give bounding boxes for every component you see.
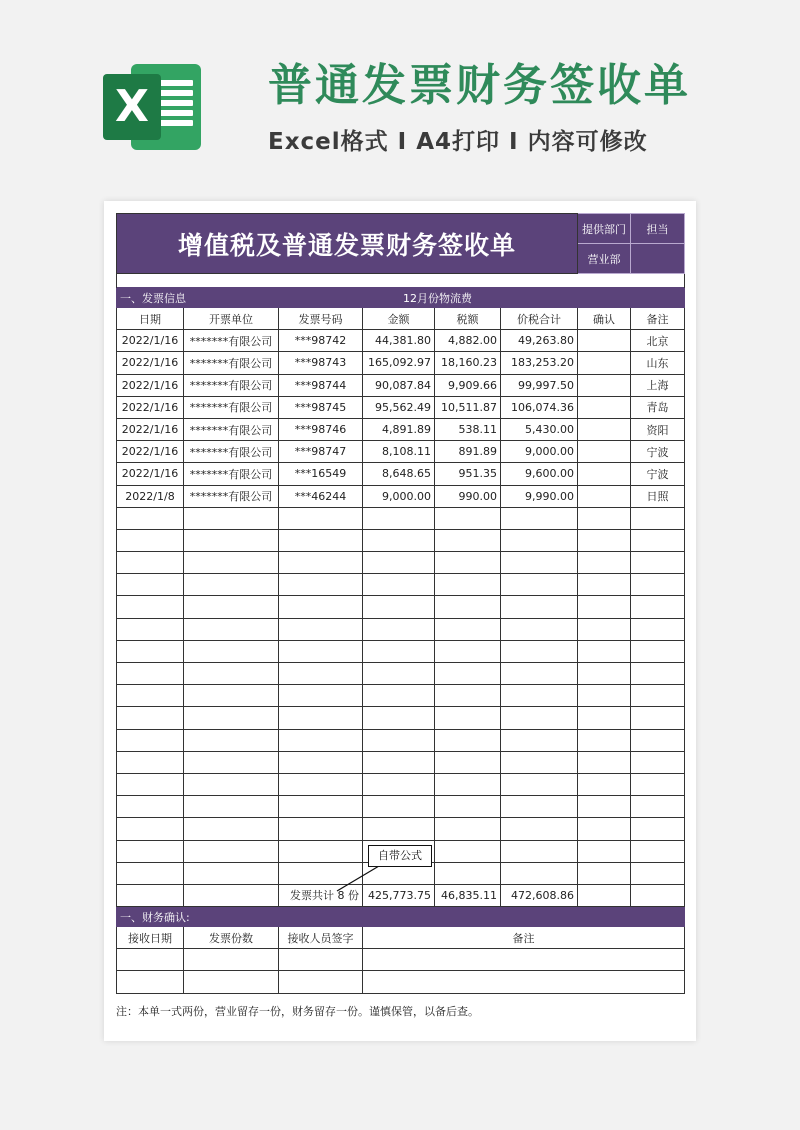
summary-total: 472,608.86 <box>501 884 578 906</box>
empty-row[interactable] <box>117 818 685 840</box>
cell-tax[interactable]: 951.35 <box>435 463 501 485</box>
cell-date[interactable]: 2022/1/16 <box>117 396 184 418</box>
logo-letter: X <box>103 74 161 140</box>
spacer <box>117 274 685 288</box>
sales-dept-label: 营业部 <box>578 244 631 274</box>
responsible-label: 担当 <box>631 214 685 244</box>
cell-confirm[interactable] <box>578 330 631 352</box>
cell-tax[interactable]: 9,909.66 <box>435 374 501 396</box>
cell-tax[interactable]: 10,511.87 <box>435 396 501 418</box>
cell-note[interactable]: 资阳 <box>631 418 685 440</box>
cell-company[interactable]: *******有限公司 <box>184 463 279 485</box>
cell-tax[interactable]: 18,160.23 <box>435 352 501 374</box>
cell-note[interactable]: 宁波 <box>631 441 685 463</box>
empty-row[interactable] <box>117 529 685 551</box>
cell-tax[interactable]: 538.11 <box>435 418 501 440</box>
section-confirm-label: 一、财务确认: <box>117 907 685 927</box>
cell-company[interactable]: *******有限公司 <box>184 485 279 507</box>
cell-tax[interactable]: 891.89 <box>435 441 501 463</box>
section-invoice-subtitle: 12月份物流费 <box>363 288 578 308</box>
empty-row[interactable] <box>117 574 685 596</box>
cell-amount[interactable]: 9,000.00 <box>363 485 435 507</box>
cell-confirm[interactable] <box>578 485 631 507</box>
confirm-row[interactable] <box>117 971 685 993</box>
cell-tax[interactable]: 990.00 <box>435 485 501 507</box>
cell-date[interactable]: 2022/1/8 <box>117 485 184 507</box>
formula-callout: 自带公式 <box>368 845 432 867</box>
cell-date[interactable]: 2022/1/16 <box>117 418 184 440</box>
table-row <box>117 485 685 507</box>
cell-total[interactable]: 49,263.80 <box>501 330 578 352</box>
empty-row[interactable] <box>117 685 685 707</box>
cell-date[interactable]: 2022/1/16 <box>117 441 184 463</box>
table-row <box>117 330 685 352</box>
empty-row[interactable] <box>117 773 685 795</box>
cell-confirm[interactable] <box>578 441 631 463</box>
cell-total[interactable]: 106,074.36 <box>501 396 578 418</box>
cell-note[interactable]: 山东 <box>631 352 685 374</box>
empty-row[interactable] <box>117 751 685 773</box>
cell-company[interactable]: *******有限公司 <box>184 330 279 352</box>
cell-amount[interactable]: 8,108.11 <box>363 441 435 463</box>
empty-row[interactable] <box>117 507 685 529</box>
empty-row[interactable] <box>117 707 685 729</box>
cell-number[interactable]: ***46244 <box>279 485 363 507</box>
cell-note[interactable]: 北京 <box>631 330 685 352</box>
cell-confirm[interactable] <box>578 463 631 485</box>
footnote: 注：本单一式两份，营业留存一份，财务留存一份。谨慎保管，以备后查。 <box>116 1005 479 1018</box>
confirm-col-date: 接收日期 <box>117 927 184 949</box>
summary-label: 发票共计 8 份 <box>279 884 363 906</box>
confirm-col-count: 发票份数 <box>184 927 279 949</box>
cell-note[interactable]: 青岛 <box>631 396 685 418</box>
form-table <box>116 213 685 994</box>
col-header-confirm: 确认 <box>578 308 631 330</box>
excel-logo-icon <box>103 60 203 154</box>
cell-number[interactable]: ***98745 <box>279 396 363 418</box>
cell-amount[interactable]: 44,381.80 <box>363 330 435 352</box>
cell-amount[interactable]: 95,562.49 <box>363 396 435 418</box>
table-row <box>117 396 685 418</box>
cell-date[interactable]: 2022/1/16 <box>117 463 184 485</box>
cell-total[interactable]: 9,000.00 <box>501 441 578 463</box>
summary-tax: 46,835.11 <box>435 884 501 906</box>
cell-amount[interactable]: 165,092.97 <box>363 352 435 374</box>
section-invoice-label: 一、发票信息 <box>117 288 363 308</box>
cell-confirm[interactable] <box>578 374 631 396</box>
table-row <box>117 418 685 440</box>
empty-row[interactable] <box>117 729 685 751</box>
table-row <box>117 352 685 374</box>
col-header-tax: 税额 <box>435 308 501 330</box>
responsible-value[interactable] <box>631 244 685 274</box>
col-header-amount: 金额 <box>363 308 435 330</box>
confirm-row[interactable] <box>117 949 685 971</box>
col-header-company: 开票单位 <box>184 308 279 330</box>
cell-amount[interactable]: 4,891.89 <box>363 418 435 440</box>
provider-dept-label: 提供部门 <box>578 214 631 244</box>
col-header-total: 价税合计 <box>501 308 578 330</box>
cell-note[interactable]: 日照 <box>631 485 685 507</box>
cell-date[interactable]: 2022/1/16 <box>117 374 184 396</box>
empty-row[interactable] <box>117 640 685 662</box>
headline: 普通发票财务签收单 <box>268 60 691 111</box>
table-row <box>117 374 685 396</box>
cell-company[interactable]: *******有限公司 <box>184 374 279 396</box>
cell-company[interactable]: *******有限公司 <box>184 441 279 463</box>
cell-amount[interactable]: 8,648.65 <box>363 463 435 485</box>
callout-pointer <box>335 866 380 892</box>
summary-row <box>117 884 685 906</box>
subline: Excel格式 I A4打印 I 内容可修改 <box>268 129 648 155</box>
cell-number[interactable]: ***98746 <box>279 418 363 440</box>
cell-tax[interactable]: 4,882.00 <box>435 330 501 352</box>
section-invoice-filler <box>578 288 685 308</box>
form-sheet <box>116 213 684 994</box>
col-header-date: 日期 <box>117 308 184 330</box>
table-row <box>117 463 685 485</box>
cell-number[interactable]: ***98747 <box>279 441 363 463</box>
cell-note[interactable]: 上海 <box>631 374 685 396</box>
cell-date[interactable]: 2022/1/16 <box>117 330 184 352</box>
empty-row[interactable] <box>117 663 685 685</box>
cell-company[interactable]: *******有限公司 <box>184 396 279 418</box>
empty-row[interactable] <box>117 552 685 574</box>
confirm-col-signature: 接收人员签字 <box>279 927 363 949</box>
cell-number[interactable]: ***98743 <box>279 352 363 374</box>
empty-row[interactable] <box>117 796 685 818</box>
cell-company[interactable]: *******有限公司 <box>184 418 279 440</box>
cell-amount[interactable]: 90,087.84 <box>363 374 435 396</box>
cell-date[interactable]: 2022/1/16 <box>117 352 184 374</box>
cell-confirm[interactable] <box>578 352 631 374</box>
summary-amount: 425,773.75 <box>363 884 435 906</box>
cell-total[interactable]: 9,990.00 <box>501 485 578 507</box>
cell-note[interactable]: 宁波 <box>631 463 685 485</box>
cell-number[interactable]: ***98744 <box>279 374 363 396</box>
cell-total[interactable]: 183,253.20 <box>501 352 578 374</box>
cell-total[interactable]: 99,997.50 <box>501 374 578 396</box>
col-header-number: 发票号码 <box>279 308 363 330</box>
cell-confirm[interactable] <box>578 396 631 418</box>
empty-row[interactable] <box>117 596 685 618</box>
cell-company[interactable]: *******有限公司 <box>184 352 279 374</box>
cell-total[interactable]: 5,430.00 <box>501 418 578 440</box>
empty-row[interactable] <box>117 618 685 640</box>
cell-number[interactable]: ***16549 <box>279 463 363 485</box>
form-title: 增值税及普通发票财务签收单 <box>117 214 578 274</box>
table-row <box>117 441 685 463</box>
confirm-col-note: 备注 <box>363 927 685 949</box>
cell-confirm[interactable] <box>578 418 631 440</box>
cell-number[interactable]: ***98742 <box>279 330 363 352</box>
col-header-note: 备注 <box>631 308 685 330</box>
cell-total[interactable]: 9,600.00 <box>501 463 578 485</box>
